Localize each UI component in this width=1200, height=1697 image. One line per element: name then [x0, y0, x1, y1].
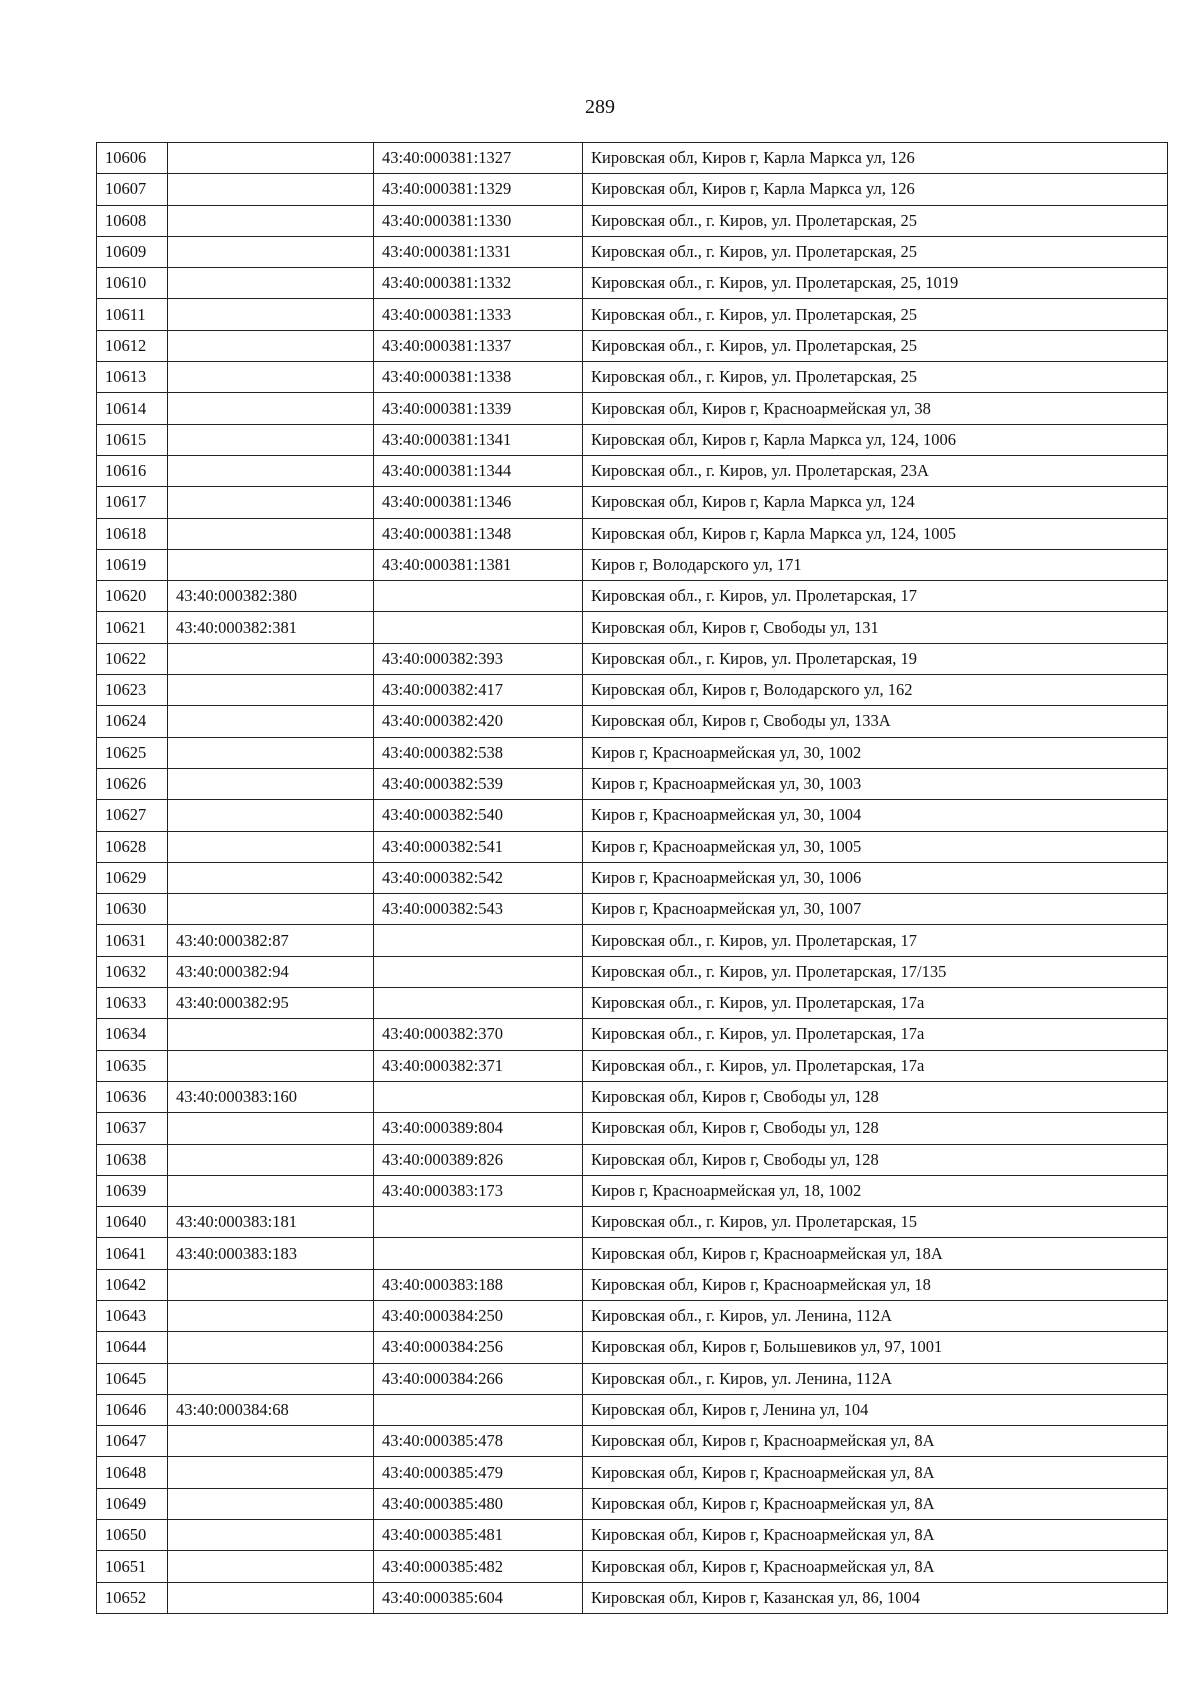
table-row [97, 487, 1168, 518]
table-row [97, 800, 1168, 831]
row-number-cell: 10609 [97, 236, 168, 267]
row-number-cell: 10614 [97, 393, 168, 424]
building-cadastral-number-cell: 43:40:000382:543 [374, 894, 583, 925]
address-cell: Кировская обл, Киров г, Карла Маркса ул, 124 [583, 487, 1168, 518]
land-cadastral-number-cell [168, 455, 374, 486]
address-cell: Кировская обл., г. Киров, ул. Пролетарская, 25 [583, 330, 1168, 361]
row-number-cell: 10643 [97, 1300, 168, 1331]
land-cadastral-number-cell [168, 518, 374, 549]
building-cadastral-number-cell: 43:40:000382:420 [374, 706, 583, 737]
row-number-cell: 10620 [97, 581, 168, 612]
building-cadastral-number-cell: 43:40:000381:1346 [374, 487, 583, 518]
row-number-cell: 10611 [97, 299, 168, 330]
building-cadastral-number-cell: 43:40:000382:542 [374, 862, 583, 893]
row-number-cell: 10635 [97, 1050, 168, 1081]
building-cadastral-number-cell: 43:40:000382:393 [374, 643, 583, 674]
land-cadastral-number-cell [168, 1426, 374, 1457]
row-number-cell: 10608 [97, 205, 168, 236]
table-row [97, 1457, 1168, 1488]
land-cadastral-number-cell [168, 1019, 374, 1050]
land-cadastral-number-cell [168, 393, 374, 424]
building-cadastral-number-cell: 43:40:000382:538 [374, 737, 583, 768]
building-cadastral-number-cell: 43:40:000382:417 [374, 675, 583, 706]
row-number-cell: 10612 [97, 330, 168, 361]
table-row [97, 768, 1168, 799]
table-row [97, 1551, 1168, 1582]
table-row [97, 1113, 1168, 1144]
row-number-cell: 10619 [97, 549, 168, 580]
address-cell: Киров г, Красноармейская ул, 30, 1003 [583, 768, 1168, 799]
table-row [97, 1394, 1168, 1425]
table-row [97, 643, 1168, 674]
address-cell: Кировская обл, Киров г, Красноармейская ул, 8А [583, 1426, 1168, 1457]
land-cadastral-number-cell: 43:40:000382:94 [168, 956, 374, 987]
building-cadastral-number-cell: 43:40:000382:539 [374, 768, 583, 799]
table-row [97, 330, 1168, 361]
table-row [97, 737, 1168, 768]
address-cell: Кировская обл, Киров г, Красноармейская ул, 8А [583, 1457, 1168, 1488]
address-cell: Кировская обл., г. Киров, ул. Пролетарская, 17а [583, 1019, 1168, 1050]
table-row [97, 1332, 1168, 1363]
land-cadastral-number-cell [168, 143, 374, 174]
table-row [97, 1019, 1168, 1050]
address-cell: Кировская обл., г. Киров, ул. Пролетарская, 25, 1019 [583, 268, 1168, 299]
building-cadastral-number-cell: 43:40:000383:173 [374, 1175, 583, 1206]
row-number-cell: 10626 [97, 768, 168, 799]
building-cadastral-number-cell [374, 1394, 583, 1425]
building-cadastral-number-cell: 43:40:000384:256 [374, 1332, 583, 1363]
row-number-cell: 10617 [97, 487, 168, 518]
address-cell: Кировская обл., г. Киров, ул. Пролетарская, 19 [583, 643, 1168, 674]
table-row [97, 268, 1168, 299]
address-cell: Киров г, Красноармейская ул, 30, 1005 [583, 831, 1168, 862]
row-number-cell: 10607 [97, 174, 168, 205]
table-row [97, 455, 1168, 486]
address-cell: Кировская обл, Киров г, Свободы ул, 133А [583, 706, 1168, 737]
row-number-cell: 10640 [97, 1207, 168, 1238]
row-number-cell: 10649 [97, 1488, 168, 1519]
land-cadastral-number-cell [168, 362, 374, 393]
row-number-cell: 10610 [97, 268, 168, 299]
table-row [97, 1238, 1168, 1269]
row-number-cell: 10616 [97, 455, 168, 486]
land-cadastral-number-cell [168, 1113, 374, 1144]
building-cadastral-number-cell [374, 612, 583, 643]
row-number-cell: 10618 [97, 518, 168, 549]
registry-table [96, 142, 1168, 1614]
row-number-cell: 10624 [97, 706, 168, 737]
address-cell: Кировская обл, Киров г, Красноармейская ул, 8А [583, 1520, 1168, 1551]
land-cadastral-number-cell [168, 1300, 374, 1331]
row-number-cell: 10613 [97, 362, 168, 393]
land-cadastral-number-cell [168, 236, 374, 267]
table-row [97, 1050, 1168, 1081]
building-cadastral-number-cell: 43:40:000385:481 [374, 1520, 583, 1551]
table-row [97, 862, 1168, 893]
table-row [97, 236, 1168, 267]
land-cadastral-number-cell [168, 1551, 374, 1582]
address-cell: Кировская обл., г. Киров, ул. Пролетарская, 25 [583, 362, 1168, 393]
address-cell: Кировская обл, Киров г, Володарского ул, 162 [583, 675, 1168, 706]
land-cadastral-number-cell [168, 768, 374, 799]
row-number-cell: 10652 [97, 1582, 168, 1613]
building-cadastral-number-cell: 43:40:000381:1339 [374, 393, 583, 424]
row-number-cell: 10622 [97, 643, 168, 674]
address-cell: Кировская обл, Киров г, Карла Маркса ул, 126 [583, 143, 1168, 174]
table-row [97, 1488, 1168, 1519]
address-cell: Киров г, Красноармейская ул, 30, 1006 [583, 862, 1168, 893]
land-cadastral-number-cell [168, 1520, 374, 1551]
land-cadastral-number-cell [168, 1457, 374, 1488]
table-row [97, 549, 1168, 580]
land-cadastral-number-cell: 43:40:000383:183 [168, 1238, 374, 1269]
address-cell: Кировская обл, Киров г, Красноармейская ул, 8А [583, 1488, 1168, 1519]
building-cadastral-number-cell [374, 925, 583, 956]
building-cadastral-number-cell: 43:40:000382:371 [374, 1050, 583, 1081]
building-cadastral-number-cell [374, 1081, 583, 1112]
building-cadastral-number-cell [374, 581, 583, 612]
building-cadastral-number-cell: 43:40:000381:1338 [374, 362, 583, 393]
land-cadastral-number-cell [168, 205, 374, 236]
address-cell: Кировская обл., г. Киров, ул. Пролетарская, 25 [583, 205, 1168, 236]
address-cell: Кировская обл., г. Киров, ул. Пролетарская, 17 [583, 581, 1168, 612]
land-cadastral-number-cell [168, 800, 374, 831]
land-cadastral-number-cell [168, 737, 374, 768]
building-cadastral-number-cell [374, 988, 583, 1019]
table-row [97, 1582, 1168, 1613]
row-number-cell: 10606 [97, 143, 168, 174]
building-cadastral-number-cell: 43:40:000381:1344 [374, 455, 583, 486]
building-cadastral-number-cell: 43:40:000382:370 [374, 1019, 583, 1050]
row-number-cell: 10634 [97, 1019, 168, 1050]
land-cadastral-number-cell [168, 549, 374, 580]
table-row [97, 205, 1168, 236]
address-cell: Кировская обл, Киров г, Красноармейская ул, 18 [583, 1269, 1168, 1300]
registry-table-body [97, 143, 1168, 1614]
table-row [97, 174, 1168, 205]
table-row [97, 143, 1168, 174]
row-number-cell: 10644 [97, 1332, 168, 1363]
row-number-cell: 10639 [97, 1175, 168, 1206]
land-cadastral-number-cell [168, 424, 374, 455]
row-number-cell: 10621 [97, 612, 168, 643]
address-cell: Киров г, Красноармейская ул, 30, 1004 [583, 800, 1168, 831]
address-cell: Кировская обл., г. Киров, ул. Ленина, 112А [583, 1363, 1168, 1394]
land-cadastral-number-cell [168, 487, 374, 518]
land-cadastral-number-cell [168, 1332, 374, 1363]
building-cadastral-number-cell: 43:40:000383:188 [374, 1269, 583, 1300]
land-cadastral-number-cell: 43:40:000382:381 [168, 612, 374, 643]
row-number-cell: 10642 [97, 1269, 168, 1300]
address-cell: Кировская обл, Киров г, Большевиков ул, 97, 1001 [583, 1332, 1168, 1363]
address-cell: Кировская обл, Киров г, Красноармейская ул, 8А [583, 1551, 1168, 1582]
building-cadastral-number-cell [374, 956, 583, 987]
land-cadastral-number-cell: 43:40:000384:68 [168, 1394, 374, 1425]
table-row [97, 612, 1168, 643]
row-number-cell: 10630 [97, 894, 168, 925]
building-cadastral-number-cell: 43:40:000381:1327 [374, 143, 583, 174]
building-cadastral-number-cell: 43:40:000389:804 [374, 1113, 583, 1144]
address-cell: Кировская обл., г. Киров, ул. Пролетарская, 17а [583, 1050, 1168, 1081]
building-cadastral-number-cell: 43:40:000385:604 [374, 1582, 583, 1613]
address-cell: Кировская обл, Киров г, Ленина ул, 104 [583, 1394, 1168, 1425]
row-number-cell: 10637 [97, 1113, 168, 1144]
address-cell: Кировская обл., г. Киров, ул. Пролетарская, 17 [583, 925, 1168, 956]
building-cadastral-number-cell: 43:40:000384:266 [374, 1363, 583, 1394]
table-row [97, 1520, 1168, 1551]
building-cadastral-number-cell: 43:40:000384:250 [374, 1300, 583, 1331]
address-cell: Кировская обл, Киров г, Карла Маркса ул, 126 [583, 174, 1168, 205]
building-cadastral-number-cell: 43:40:000381:1341 [374, 424, 583, 455]
table-row [97, 988, 1168, 1019]
table-row [97, 393, 1168, 424]
row-number-cell: 10647 [97, 1426, 168, 1457]
land-cadastral-number-cell [168, 1488, 374, 1519]
table-row [97, 1144, 1168, 1175]
table-row [97, 1300, 1168, 1331]
row-number-cell: 10627 [97, 800, 168, 831]
building-cadastral-number-cell: 43:40:000381:1337 [374, 330, 583, 361]
land-cadastral-number-cell [168, 268, 374, 299]
table-row [97, 299, 1168, 330]
land-cadastral-number-cell: 43:40:000382:380 [168, 581, 374, 612]
address-cell: Кировская обл, Киров г, Свободы ул, 131 [583, 612, 1168, 643]
land-cadastral-number-cell [168, 894, 374, 925]
row-number-cell: 10636 [97, 1081, 168, 1112]
building-cadastral-number-cell: 43:40:000381:1333 [374, 299, 583, 330]
address-cell: Кировская обл., г. Киров, ул. Пролетарская, 15 [583, 1207, 1168, 1238]
land-cadastral-number-cell [168, 1144, 374, 1175]
building-cadastral-number-cell: 43:40:000381:1348 [374, 518, 583, 549]
row-number-cell: 10633 [97, 988, 168, 1019]
row-number-cell: 10650 [97, 1520, 168, 1551]
address-cell: Киров г, Красноармейская ул, 30, 1007 [583, 894, 1168, 925]
land-cadastral-number-cell [168, 1269, 374, 1300]
building-cadastral-number-cell: 43:40:000381:1329 [374, 174, 583, 205]
address-cell: Киров г, Красноармейская ул, 30, 1002 [583, 737, 1168, 768]
building-cadastral-number-cell: 43:40:000381:1330 [374, 205, 583, 236]
address-cell: Кировская обл, Киров г, Карла Маркса ул, 124, 1006 [583, 424, 1168, 455]
row-number-cell: 10638 [97, 1144, 168, 1175]
address-cell: Кировская обл, Киров г, Карла Маркса ул, 124, 1005 [583, 518, 1168, 549]
address-cell: Киров г, Володарского ул, 171 [583, 549, 1168, 580]
address-cell: Кировская обл, Киров г, Казанская ул, 86, 1004 [583, 1582, 1168, 1613]
land-cadastral-number-cell: 43:40:000383:181 [168, 1207, 374, 1238]
table-row [97, 925, 1168, 956]
table-row [97, 894, 1168, 925]
row-number-cell: 10646 [97, 1394, 168, 1425]
table-row [97, 362, 1168, 393]
address-cell: Кировская обл., г. Киров, ул. Пролетарская, 17а [583, 988, 1168, 1019]
row-number-cell: 10651 [97, 1551, 168, 1582]
table-row [97, 1269, 1168, 1300]
row-number-cell: 10648 [97, 1457, 168, 1488]
page-number: 289 [585, 96, 615, 118]
table-row [97, 518, 1168, 549]
row-number-cell: 10625 [97, 737, 168, 768]
row-number-cell: 10623 [97, 675, 168, 706]
row-number-cell: 10615 [97, 424, 168, 455]
building-cadastral-number-cell [374, 1238, 583, 1269]
row-number-cell: 10628 [97, 831, 168, 862]
address-cell: Кировская обл., г. Киров, ул. Пролетарская, 17/135 [583, 956, 1168, 987]
table-row [97, 1426, 1168, 1457]
row-number-cell: 10632 [97, 956, 168, 987]
table-row [97, 956, 1168, 987]
row-number-cell: 10645 [97, 1363, 168, 1394]
land-cadastral-number-cell: 43:40:000382:87 [168, 925, 374, 956]
land-cadastral-number-cell [168, 1050, 374, 1081]
table-row [97, 675, 1168, 706]
row-number-cell: 10641 [97, 1238, 168, 1269]
table-row [97, 581, 1168, 612]
land-cadastral-number-cell [168, 299, 374, 330]
row-number-cell: 10629 [97, 862, 168, 893]
address-cell: Кировская обл, Киров г, Свободы ул, 128 [583, 1144, 1168, 1175]
table-row [97, 1363, 1168, 1394]
address-cell: Кировская обл., г. Киров, ул. Пролетарская, 25 [583, 299, 1168, 330]
address-cell: Кировская обл, Киров г, Красноармейская ул, 18А [583, 1238, 1168, 1269]
address-cell: Кировская обл., г. Киров, ул. Ленина, 112А [583, 1300, 1168, 1331]
address-cell: Кировская обл, Киров г, Красноармейская ул, 38 [583, 393, 1168, 424]
address-cell: Кировская обл, Киров г, Свободы ул, 128 [583, 1081, 1168, 1112]
table-row [97, 1175, 1168, 1206]
building-cadastral-number-cell: 43:40:000385:479 [374, 1457, 583, 1488]
building-cadastral-number-cell: 43:40:000381:1331 [374, 236, 583, 267]
land-cadastral-number-cell [168, 862, 374, 893]
table-row [97, 1207, 1168, 1238]
land-cadastral-number-cell [168, 831, 374, 862]
building-cadastral-number-cell: 43:40:000381:1381 [374, 549, 583, 580]
land-cadastral-number-cell [168, 1582, 374, 1613]
building-cadastral-number-cell: 43:40:000385:480 [374, 1488, 583, 1519]
building-cadastral-number-cell: 43:40:000389:826 [374, 1144, 583, 1175]
building-cadastral-number-cell [374, 1207, 583, 1238]
address-cell: Кировская обл., г. Киров, ул. Пролетарская, 25 [583, 236, 1168, 267]
address-cell: Кировская обл, Киров г, Свободы ул, 128 [583, 1113, 1168, 1144]
address-cell: Кировская обл., г. Киров, ул. Пролетарская, 23А [583, 455, 1168, 486]
land-cadastral-number-cell [168, 174, 374, 205]
row-number-cell: 10631 [97, 925, 168, 956]
building-cadastral-number-cell: 43:40:000382:541 [374, 831, 583, 862]
land-cadastral-number-cell [168, 330, 374, 361]
land-cadastral-number-cell: 43:40:000383:160 [168, 1081, 374, 1112]
land-cadastral-number-cell: 43:40:000382:95 [168, 988, 374, 1019]
building-cadastral-number-cell: 43:40:000381:1332 [374, 268, 583, 299]
land-cadastral-number-cell [168, 1175, 374, 1206]
table-row [97, 424, 1168, 455]
building-cadastral-number-cell: 43:40:000382:540 [374, 800, 583, 831]
land-cadastral-number-cell [168, 1363, 374, 1394]
building-cadastral-number-cell: 43:40:000385:482 [374, 1551, 583, 1582]
table-row [97, 706, 1168, 737]
land-cadastral-number-cell [168, 643, 374, 674]
building-cadastral-number-cell: 43:40:000385:478 [374, 1426, 583, 1457]
address-cell: Киров г, Красноармейская ул, 18, 1002 [583, 1175, 1168, 1206]
land-cadastral-number-cell [168, 675, 374, 706]
land-cadastral-number-cell [168, 706, 374, 737]
table-row [97, 831, 1168, 862]
table-row [97, 1081, 1168, 1112]
